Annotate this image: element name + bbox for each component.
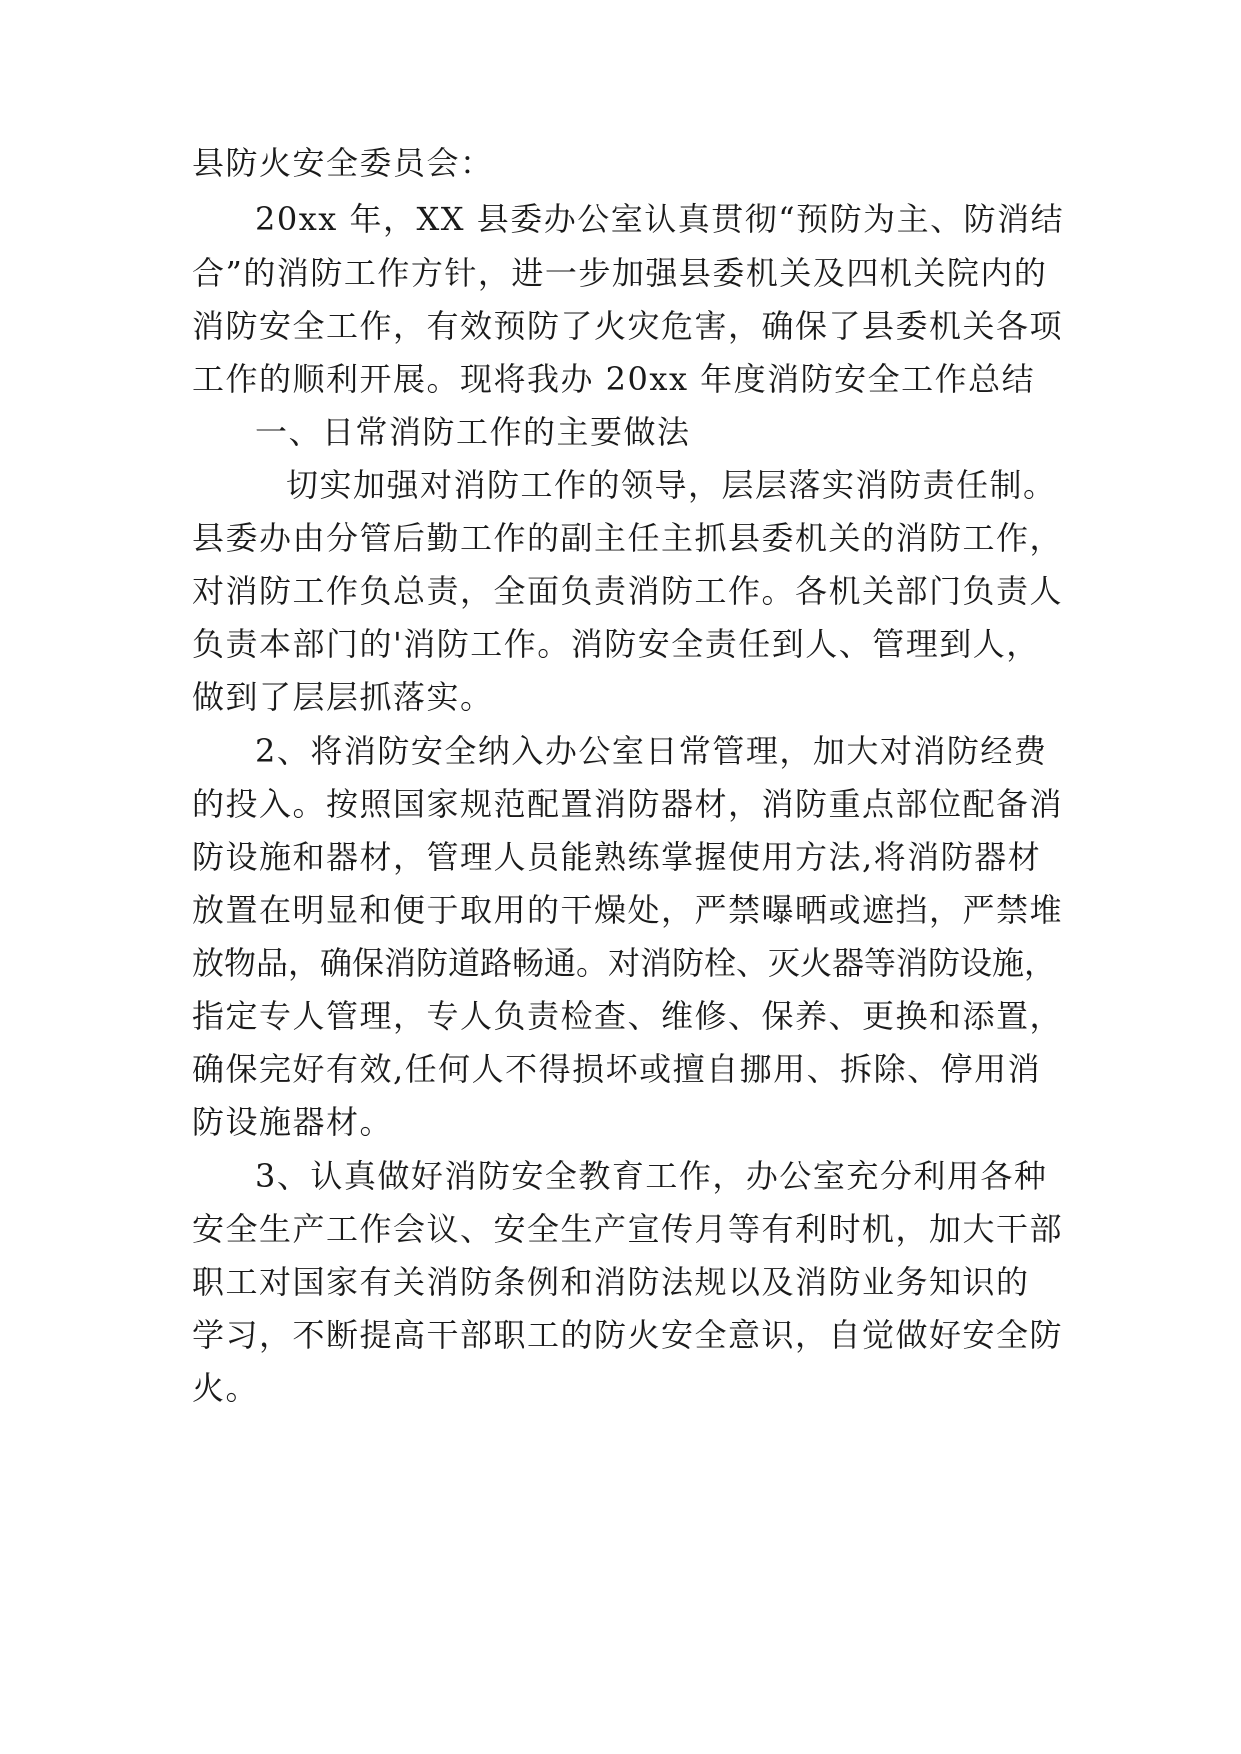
paragraph-line: 负责本部门的'消防工作。消防安全责任到人、管理到人， <box>192 625 1040 663</box>
paragraph-line: 防设施器材。 <box>192 1103 394 1141</box>
paragraph-line: 工作的顺利开展。现将我办 20xx 年度消防安全工作总结 <box>192 360 1036 398</box>
section-heading: 一、日常消防工作的主要做法 <box>255 413 691 451</box>
paragraph-line: 职工对国家有关消防条例和消防法规以及消防业务知识的 <box>192 1263 1030 1301</box>
paragraph-line: 对消防工作负总责，全面负责消防工作。各机关部门负责人 <box>192 572 1064 610</box>
paragraph-line: 放置在明显和便于取用的干燥处，严禁曝晒或遮挡，严禁堆 <box>192 891 1064 929</box>
salutation: 县防火安全委员会： <box>192 144 494 182</box>
paragraph-line: 3、认真做好消防安全教育工作，办公室充分利用各种 <box>255 1157 1048 1195</box>
paragraph-line: 消防安全工作，有效预防了火灾危害，确保了县委机关各项 <box>192 307 1064 345</box>
paragraph-line: 20xx 年，XX 县委办公室认真贯彻“预防为主、防消结 <box>255 200 1065 238</box>
paragraph-line: 火。 <box>192 1369 260 1407</box>
paragraph-line: 防设施和器材，管理人员能熟练掌握使用方法,将消防器材 <box>192 838 1042 876</box>
paragraph-line: 指定专人管理，专人负责检查、维修、保养、更换和添置， <box>192 997 1064 1035</box>
paragraph-line: 做到了层层抓落实。 <box>192 678 494 716</box>
paragraph-line: 确保完好有效,任何人不得损坏或擅自挪用、拆除、停用消 <box>192 1050 1042 1088</box>
paragraph-line: 学习，不断提高干部职工的防火安全意识，自觉做好安全防 <box>192 1316 1064 1354</box>
paragraph-line: 安全生产工作会议、安全生产宣传月等有利时机，加大干部 <box>192 1210 1064 1248</box>
paragraph-line: 切实加强对消防工作的领导，层层落实消防责任制。 <box>286 466 1057 504</box>
paragraph-line: 合”的消防工作方针，进一步加强县委机关及四机关院内的 <box>192 254 1048 292</box>
paragraph-line: 2、将消防安全纳入办公室日常管理，加大对消防经费 <box>255 732 1048 770</box>
paragraph-line: 放物品，确保消防道路畅通。对消防栓、灭火器等消防设施， <box>192 944 1057 982</box>
paragraph-line: 县委办由分管后勤工作的副主任主抓县委机关的消防工作， <box>192 519 1064 557</box>
paragraph-line: 的投入。按照国家规范配置消防器材，消防重点部位配备消 <box>192 785 1064 823</box>
